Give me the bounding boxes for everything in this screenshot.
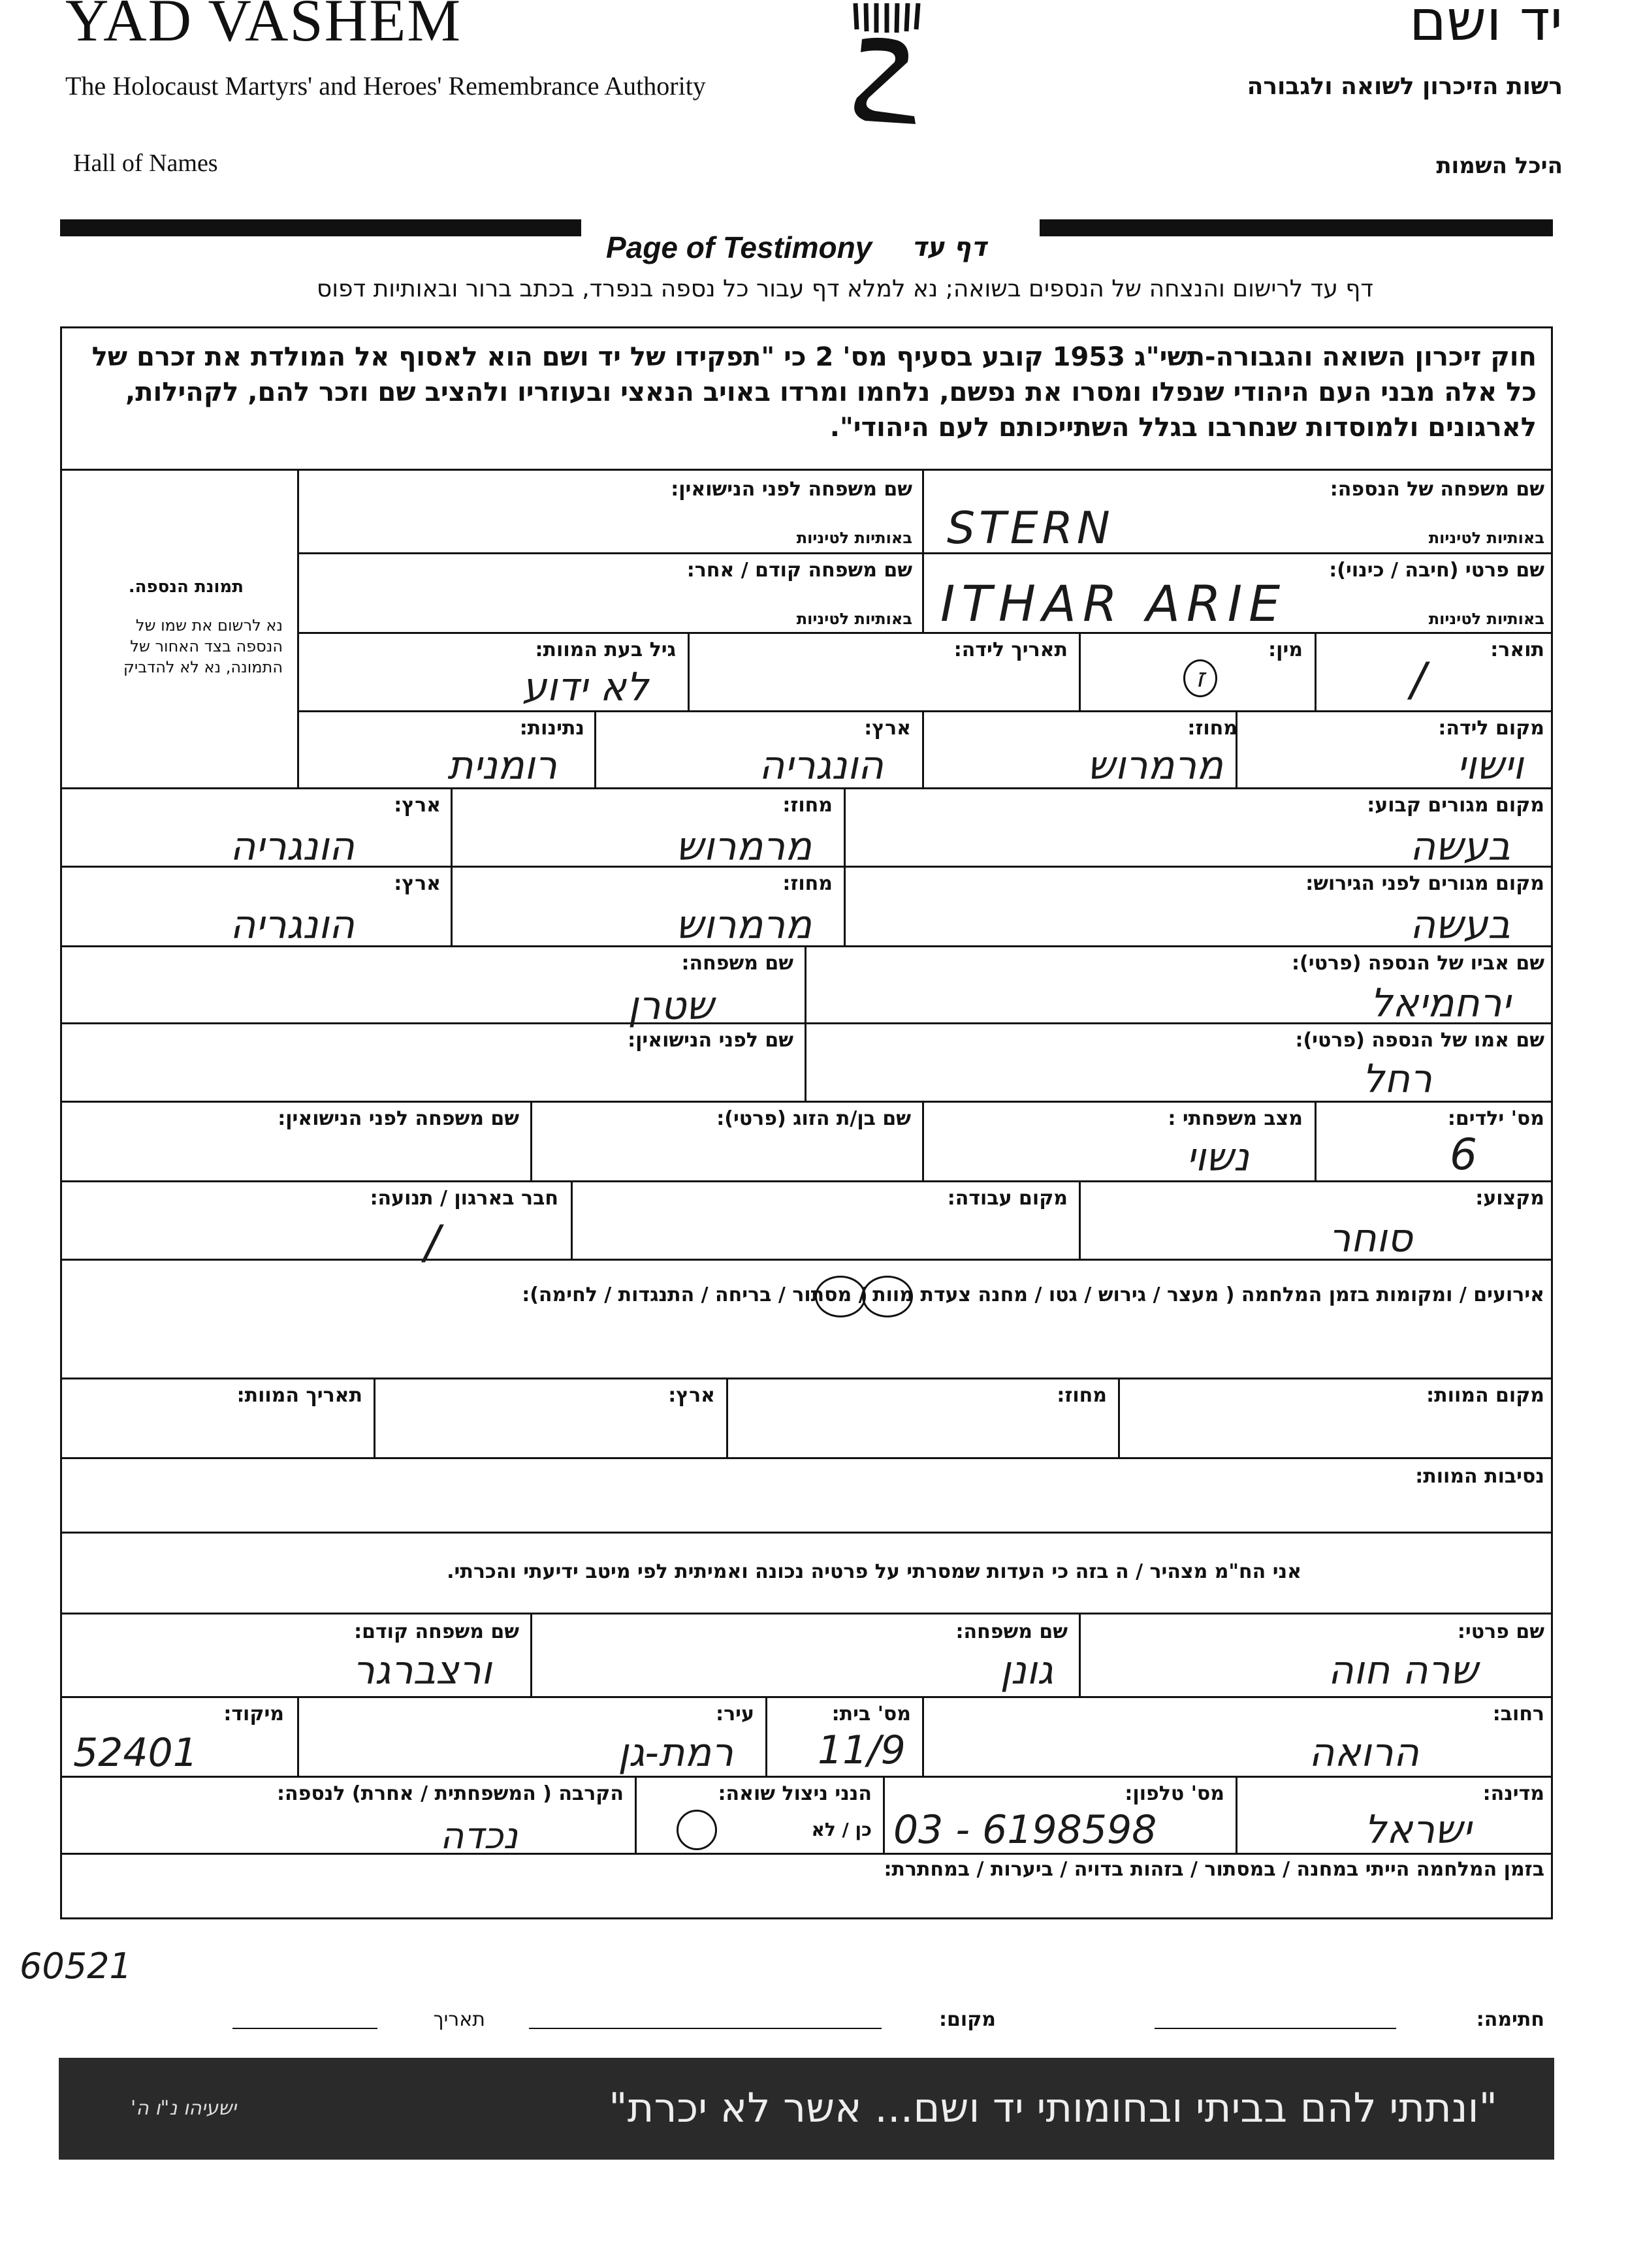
organization-label: חבר בארגון / תנועה: — [370, 1187, 558, 1210]
birth-place-value[interactable]: וישוי — [1456, 743, 1524, 789]
birth-country-value[interactable]: הונגריה — [759, 743, 884, 789]
death-country-label: ארץ: — [668, 1384, 715, 1407]
nationality-label: נתינות: — [519, 717, 584, 740]
photo-note-3: התמונה, נא לא להדביק — [123, 658, 283, 676]
col-line — [922, 710, 924, 789]
age-at-death-value[interactable]: לא ידוע — [522, 665, 648, 710]
events-circle-detention — [862, 1276, 913, 1317]
death-date-label: תאריך המוות: — [236, 1384, 362, 1407]
victim-surname-value[interactable]: STERN — [947, 503, 1114, 554]
date-line — [232, 2028, 377, 2029]
spouse-maiden-label: שם משפחה לפני הנישואין: — [278, 1107, 519, 1130]
father-family-value[interactable]: שטרן — [628, 983, 714, 1029]
death-circumstances-label: נסיבות המוות: — [1415, 1465, 1544, 1488]
father-name-label: שם אביו של הנספה (פרטי): — [1292, 952, 1544, 975]
row-line — [60, 469, 1553, 471]
state-label: מדינה: — [1482, 1782, 1544, 1805]
father-family-label: שם משפחה: — [681, 952, 793, 975]
col-line — [1118, 1378, 1120, 1457]
city-value[interactable]: רמת-גן — [618, 1730, 733, 1776]
row-line — [297, 552, 1553, 554]
col-line — [765, 1696, 767, 1776]
page-title-en: Page of Testimony — [606, 230, 872, 264]
mother-maiden-label: שם לפני הנישואין: — [628, 1029, 793, 1052]
survivor-yes-no[interactable]: כן / לא — [811, 1819, 872, 1840]
phone-label: מס' טלפון: — [1125, 1782, 1224, 1805]
nationality-value[interactable]: רומנית — [447, 743, 557, 789]
street-value[interactable]: הרואה — [1309, 1730, 1419, 1776]
col-line — [571, 1180, 573, 1259]
city-label: עיר: — [716, 1703, 754, 1725]
hall-of-names-heb: היכל השמות — [1436, 153, 1563, 179]
mother-name-label: שם אמו של הנספה (פרטי): — [1295, 1029, 1544, 1052]
authority-name-heb: רשות הזיכרון לשואה ולגבורה — [1247, 73, 1563, 100]
footer-source: ישעיהו נ"ו ה' — [131, 2097, 237, 2120]
house-no-value[interactable]: 11/9 — [818, 1727, 906, 1773]
first-name-value[interactable]: ITHAR ARIE — [940, 575, 1287, 633]
col-line — [297, 1696, 299, 1776]
place-line — [529, 2028, 882, 2029]
col-line — [594, 710, 596, 789]
marital-status-label: מצב משפחתי : — [1168, 1107, 1303, 1130]
row-line — [60, 1457, 1553, 1459]
col-line — [1079, 1613, 1081, 1696]
deport-country-value[interactable]: הונגריה — [230, 902, 355, 948]
victim-surname-latin-label: באותיות לטיניות — [1428, 529, 1544, 547]
date-label: תאריך — [433, 2008, 485, 2031]
perm-country-label: ארץ: — [394, 794, 441, 817]
perm-country-value[interactable]: הונגריה — [230, 824, 355, 870]
perm-district-value[interactable]: מרמרוש — [675, 824, 812, 870]
children-label: מס' ילדים: — [1447, 1107, 1544, 1130]
col-line — [844, 787, 846, 945]
profession-label: מקצוע: — [1475, 1187, 1544, 1210]
witness-family-value[interactable]: גונן — [1000, 1648, 1053, 1693]
first-name-latin-label: באותיות לטיניות — [1428, 610, 1544, 628]
authority-name-en: The Holocaust Martyrs' and Heroes' Remembrance Authority — [65, 71, 706, 101]
zip-value[interactable]: 52401 — [73, 1730, 198, 1776]
row-line — [60, 1776, 1553, 1778]
survivor-no-circle — [677, 1810, 717, 1850]
row-line — [297, 710, 1553, 712]
gender-value[interactable]: ז — [1183, 659, 1217, 697]
perm-residence-value[interactable]: בעשה — [1410, 824, 1510, 870]
witness-first-label: שם פרטי: — [1457, 1620, 1544, 1643]
col-line — [922, 1696, 924, 1776]
mother-name-value[interactable]: רחל — [1362, 1056, 1432, 1102]
col-line — [805, 945, 806, 1101]
col-line — [530, 1613, 532, 1696]
father-name-value[interactable]: ירחמיאל — [1370, 981, 1510, 1026]
state-value[interactable]: ישראל — [1364, 1807, 1471, 1853]
law-text-line-3: לארגונים ולמוסדות שנחרבו בגלל השתייכותם לעם היהודי". — [829, 413, 1537, 443]
death-place-label: מקום המוות: — [1426, 1384, 1544, 1407]
age-at-death-label: גיל בעת המוות: — [535, 638, 676, 661]
prev-surname-label: שם משפחה קודם / אחר: — [686, 559, 912, 582]
deport-residence-label: מקום מגורים לפני הגירוש: — [1305, 872, 1544, 895]
relation-value[interactable]: נכדה — [439, 1815, 518, 1857]
witness-family-label: שם משפחה: — [955, 1620, 1068, 1643]
birth-country-label: ארץ: — [864, 717, 911, 740]
prev-surname-latin-label: באותיות לטיניות — [796, 610, 912, 628]
deport-district-label: מחוז: — [782, 872, 833, 895]
col-line — [635, 1776, 637, 1853]
maiden-name-label: שם משפחה לפני הנישואין: — [671, 478, 912, 501]
photo-title: תמונת הנספה. — [128, 577, 244, 597]
title-bar-left — [60, 219, 581, 236]
street-label: רחוב: — [1492, 1703, 1544, 1725]
birth-district-label: מחוז: — [1187, 717, 1237, 740]
title-bar-right — [1040, 219, 1553, 236]
maiden-latin-label: באותיות לטיניות — [796, 529, 912, 547]
title-value[interactable]: / — [1411, 653, 1426, 706]
witness-prev-value[interactable]: ורצברגר — [353, 1648, 492, 1693]
signature-line — [1155, 2028, 1396, 2029]
gender-label: מין: — [1268, 638, 1303, 661]
col-line — [1315, 632, 1317, 710]
col-line — [530, 1101, 532, 1180]
events-label: אירועים / ומקומות בזמן המלחמה ( מעצר / גירוש / גטו / מחנה צעדת מוות / מסתור / בריחה / התנגדות / לחימה): — [522, 1284, 1544, 1306]
during-war-label: בזמן המלחמה הייתי במחנה / במסתור / בזהות בדויה / ביערות / במחתרת: — [884, 1858, 1544, 1881]
col-line — [451, 787, 453, 945]
birth-district-value[interactable]: מרמרוש — [1087, 743, 1223, 789]
row-line — [60, 1180, 1553, 1182]
place-label: מקום: — [939, 2008, 996, 2031]
archive-number: 60521 — [20, 1945, 132, 1987]
col-line — [688, 632, 690, 710]
relation-label: הקרבה ( המשפחתית / אחרת) לנספה: — [277, 1782, 624, 1805]
zip-label: מיקוד: — [223, 1703, 284, 1725]
col-line — [374, 1378, 375, 1457]
events-circle-deportation — [815, 1276, 866, 1317]
row-line — [60, 1696, 1553, 1698]
hall-of-names-en: Hall of Names — [73, 150, 218, 177]
marital-status-value[interactable]: נשוי — [1186, 1135, 1249, 1180]
first-name-label: שם פרטי (חיבה / כינוי): — [1329, 559, 1544, 582]
organization-value[interactable]: / — [424, 1216, 440, 1269]
deport-country-label: ארץ: — [394, 872, 441, 895]
spouse-name-label: שם בן/ת הזוג (פרטי): — [716, 1107, 911, 1130]
col-line — [1236, 1776, 1237, 1853]
yad-vashem-logo — [842, 0, 940, 131]
deport-district-value[interactable]: מרמרוש — [675, 902, 812, 948]
col-line — [883, 1776, 885, 1853]
law-text-line-1: חוק זיכרון השואה והגבורה-תשי"ג 1953 קובע בסעיף מס' 2 כי "תפקידו של יד ושם הוא לאסוף אל המולדת את זכרם של — [91, 342, 1537, 372]
row-line — [60, 1022, 1553, 1024]
witness-first-value[interactable]: שרה חוה — [1328, 1648, 1478, 1693]
col-line — [922, 469, 924, 632]
org-name-heb: יד ושם — [1409, 0, 1563, 54]
perm-residence-label: מקום מגורים קבוע: — [1367, 794, 1544, 817]
children-value[interactable]: 6 — [1450, 1129, 1477, 1180]
photo-note-2: הנספה בצד האחור של — [130, 637, 283, 655]
declaration-text: אני הח"מ מצהיר / ה בזה כי העדות שמסרתי על פרטיה נכונה ואמיתית לפי מיטב ידיעתי והכרתי. — [447, 1560, 1301, 1583]
house-no-label: מס' בית: — [831, 1703, 911, 1725]
profession-value[interactable]: סוחר — [1328, 1216, 1413, 1261]
col-line — [1079, 1180, 1081, 1259]
law-text-line-2: כל אלה מבני העם היהודי שנפלו ומסרו את נפשם, נלחמו ומרדו באויב הנאצי ובעוזריו ולהציב שם וזכר להם, לקהילות, — [125, 377, 1537, 407]
row-line — [60, 1378, 1553, 1379]
death-district-label: מחוז: — [1057, 1384, 1107, 1407]
victim-surname-label: שם משפחה של הנספה: — [1330, 478, 1544, 501]
deport-residence-value[interactable]: בעשה — [1410, 902, 1510, 948]
col-line — [1315, 1101, 1317, 1180]
col-line — [922, 1101, 924, 1180]
signature-label: חתימה: — [1476, 2008, 1544, 2031]
survivor-label: הנני ניצול שואה: — [718, 1782, 872, 1805]
workplace-label: מקום עבודה: — [947, 1187, 1068, 1210]
birth-date-label: תאריך לידה: — [953, 638, 1068, 661]
footer-verse: "ונתתי להם בביתי ובחומותי יד ושם... אשר לא יכרת" — [609, 2084, 1497, 2132]
page-title-heb: דף עד — [912, 232, 987, 262]
form-instructions: דף עד לרישום והנצחה של הנספים בשואה; נא למלא דף עבור כל נספה בנפרד, בכתב ברור ובאותיות דפוס — [316, 276, 1373, 302]
title-label: תואר: — [1490, 638, 1544, 661]
row-line — [60, 1101, 1553, 1103]
photo-divider — [297, 469, 299, 789]
perm-district-label: מחוז: — [782, 794, 833, 817]
witness-prev-label: שם משפחה קודם: — [354, 1620, 519, 1643]
org-name-en: YAD VASHEM — [65, 0, 462, 54]
row-line — [60, 1853, 1553, 1855]
col-line — [1079, 632, 1081, 710]
row-line — [297, 632, 1553, 634]
photo-note-1: נא לרשום את שמו של — [135, 616, 283, 635]
birth-place-label: מקום לידה: — [1438, 717, 1544, 740]
phone-value[interactable]: 03 - 6198598 — [893, 1807, 1157, 1853]
col-line — [726, 1378, 728, 1457]
row-line — [60, 1532, 1553, 1534]
row-line — [60, 1613, 1553, 1614]
